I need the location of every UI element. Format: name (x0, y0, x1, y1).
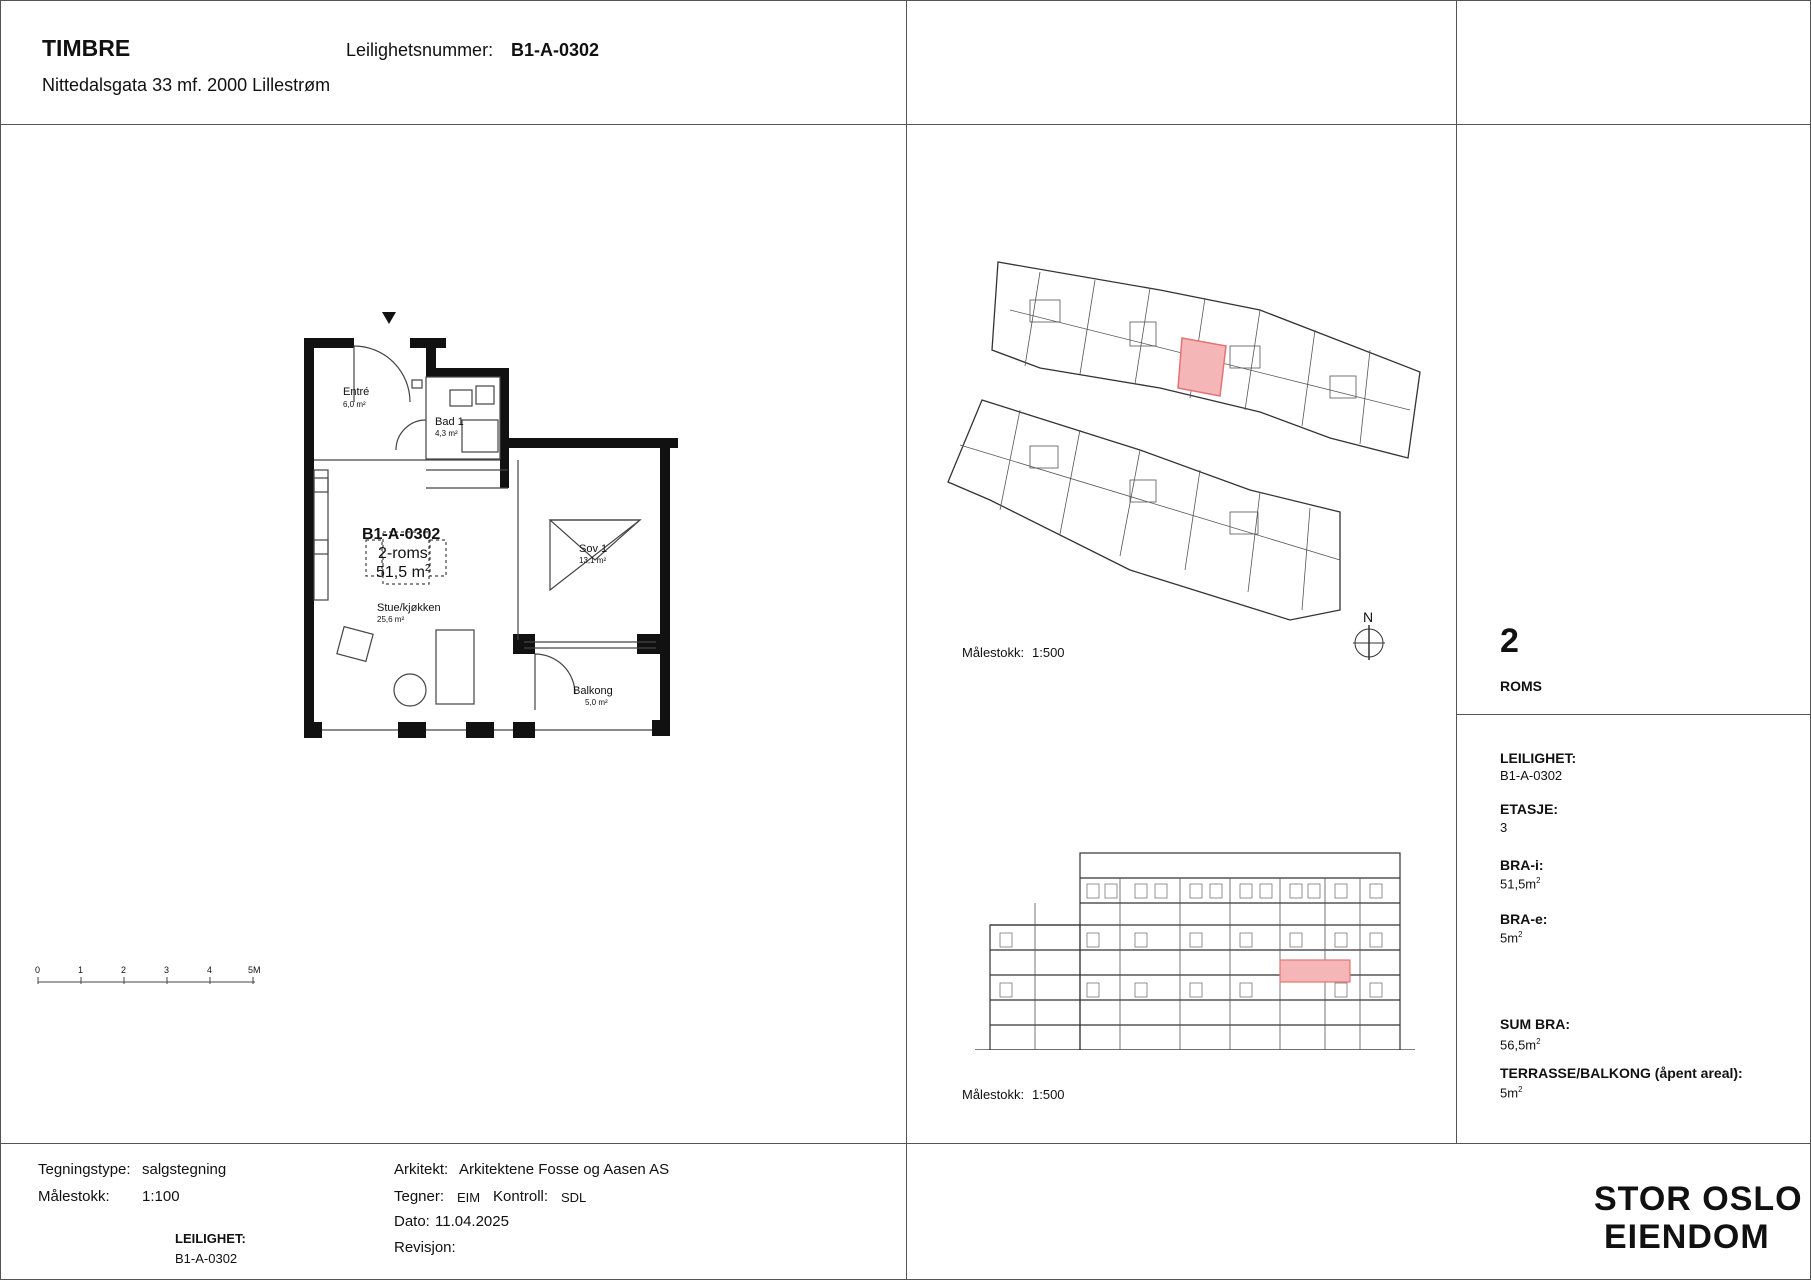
apartment-number: B1-A-0302 (511, 40, 600, 60)
plan-walls (304, 338, 678, 738)
footer-architect-label: Arkitekt: (394, 1161, 449, 1178)
scale-tick-3: 3 (164, 965, 170, 975)
footer-scale-value: 1:100 (142, 1188, 180, 1205)
room-label-stue: Stue/kjøkken (377, 602, 441, 614)
footer-drawing-type-label: Tegningstype: (38, 1161, 131, 1178)
footer-drawer-value: EIM (457, 1190, 481, 1205)
entrance-arrow-icon (382, 312, 396, 324)
site-scale-value: 1:500 (1032, 645, 1065, 660)
company-logo (1594, 1180, 1803, 1256)
footer-scale-label: Målestokk: (38, 1188, 110, 1205)
info-bra-e-value: $5m^2$ (1500, 930, 1523, 946)
column-divider-2 (1456, 0, 1457, 1143)
apartment-number-label: Leilighetsnummer: (346, 40, 494, 60)
footer-date-label: Dato: (394, 1213, 430, 1230)
info-terrace-label: TERRASSE/BALKONG (åpent areal): (1500, 1065, 1743, 1081)
room-label-entre: Entré (343, 386, 370, 398)
project-title: TIMBRE (42, 35, 131, 61)
unit-type-label: 2-roms (378, 545, 428, 562)
elevation-scale-value: 1:500 (1032, 1087, 1065, 1102)
info-terrace-value: $5m^2$ (1500, 1085, 1523, 1101)
info-sum-bra-value: $56,5m^2$ (1500, 1037, 1541, 1053)
info-bra-e-label: BRA-e: (1500, 911, 1548, 927)
footer-apartment-value: B1-A-0302 (175, 1251, 238, 1266)
site-building-south (948, 400, 1340, 620)
footer-apartment-label: LEILIGHET: (175, 1231, 246, 1246)
scale-tick-0: 0 (35, 965, 41, 975)
floor-plan (290, 300, 680, 750)
unit-area-label: 51,5 $m^2$ (376, 563, 431, 581)
elevation-drawing (975, 845, 1415, 1050)
footer-control-value: SDL (561, 1190, 587, 1205)
room-area-entre: 6,0 m² (343, 400, 366, 409)
scale-tick-4: 4 (207, 965, 213, 975)
info-divider (1456, 714, 1811, 715)
north-arrow-icon (1353, 625, 1385, 660)
rooms-count: 2 (1500, 622, 1519, 660)
footer-revision-label: Revisjon: (394, 1239, 456, 1256)
footer-drawing-type-value: salgstegning (142, 1161, 227, 1178)
footer-architect-value: Arkitektene Fosse og Aasen AS (459, 1161, 670, 1178)
elevation-unit-highlight (1280, 960, 1350, 982)
site-scale-label: Målestokk: (962, 645, 1025, 660)
room-label-balkong: Balkong (573, 685, 613, 697)
info-apartment-label: LEILIGHET: (1500, 750, 1577, 766)
room-area-sov: 13,1 m² (579, 556, 607, 565)
info-sum-bra-label: SUM BRA: (1500, 1016, 1570, 1032)
scale-tick-1: 1 (78, 965, 84, 975)
room-area-bad: 4,3 m² (435, 429, 458, 438)
column-divider-1 (906, 0, 907, 1280)
info-bra-i-value: $51,5m^2$ (1500, 876, 1541, 892)
unit-id-label: B1-A-0302 (362, 526, 441, 543)
elevation-main-block (1080, 853, 1400, 1050)
room-label-bad: Bad 1 (435, 416, 464, 428)
info-floor-value: 3 (1500, 820, 1508, 835)
site-plan (930, 250, 1440, 670)
room-area-balkong: 5,0 m² (585, 698, 608, 707)
scale-tick-2: 2 (121, 965, 127, 975)
footer-drawer-label: Tegner: (394, 1188, 445, 1205)
site-unit-highlight (1178, 338, 1226, 396)
north-label: N (1363, 609, 1374, 625)
footer-date-value: 11.04.2025 (435, 1213, 509, 1230)
rooms-label: ROMS (1500, 678, 1542, 694)
info-bra-i-label: BRA-i: (1500, 857, 1544, 873)
info-floor-label: ETASJE: (1500, 801, 1559, 817)
project-address: Nittedalsgata 33 mf. 2000 Lillestrøm (42, 75, 331, 95)
footer-control-label: Kontroll: (493, 1188, 549, 1205)
info-apartment-value: B1-A-0302 (1500, 768, 1563, 783)
logo-line-2: EIENDOM (1604, 1218, 1770, 1256)
elevation-scale-label: Målestokk: (962, 1087, 1025, 1102)
room-area-stue: 25,6 m² (377, 615, 405, 624)
scale-tick-5: 5M (248, 965, 261, 975)
room-label-sov: Sov 1 (579, 543, 608, 555)
logo-line-1: STOR OSLO (1594, 1180, 1803, 1218)
scale-bar (30, 962, 280, 992)
